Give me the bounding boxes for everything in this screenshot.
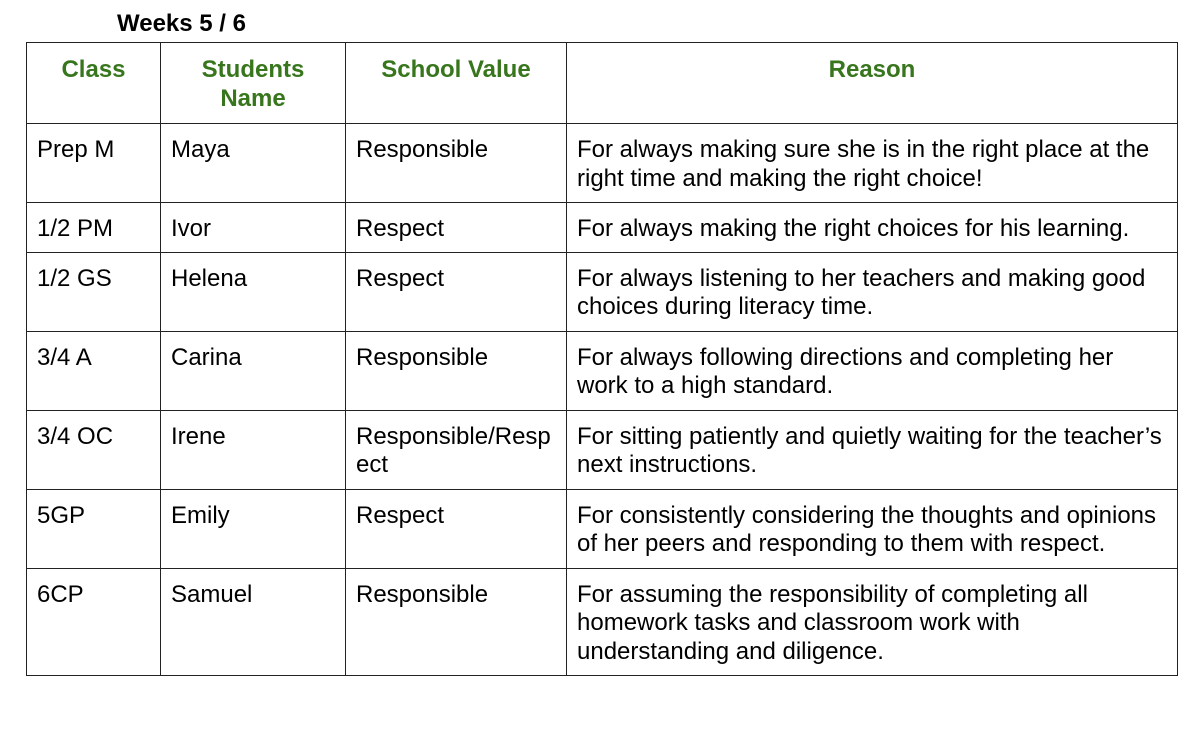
cell-value: Respect [346,203,567,253]
cell-class: 1/2 PM [27,203,161,253]
cell-student: Emily [161,489,346,568]
cell-class: 5GP [27,489,161,568]
page-title: Weeks 5 / 6 [117,10,246,37]
cell-value: Respect [346,252,567,331]
cell-value: Responsible [346,331,567,410]
cell-class: Prep M [27,124,161,203]
cell-value: Responsible/Respect [346,410,567,489]
cell-student: Samuel [161,568,346,676]
cell-value: Respect [346,489,567,568]
cell-reason: For always listening to her teachers and making good choices during literacy time. [567,252,1178,331]
cell-student: Irene [161,410,346,489]
cell-student: Maya [161,124,346,203]
student-awards-table [26,42,1178,676]
cell-class: 1/2 GS [27,252,161,331]
cell-value: Responsible [346,568,567,676]
cell-student: Carina [161,331,346,410]
cell-reason: For always making the right choices for his learning. [567,203,1178,253]
cell-student: Helena [161,252,346,331]
header-class: Class [27,43,161,124]
cell-reason: For sitting patiently and quietly waiting for the teacher’s next instructions. [567,410,1178,489]
table-row [27,489,1178,568]
table-row [27,203,1178,253]
cell-reason: For consistently considering the thoughts and opinions of her peers and responding to them with respect. [567,489,1178,568]
cell-reason: For assuming the responsibility of completing all homework tasks and classroom work with understanding and diligence. [567,568,1178,676]
cell-class: 3/4 A [27,331,161,410]
cell-student: Ivor [161,203,346,253]
cell-class: 3/4 OC [27,410,161,489]
cell-reason: For always making sure she is in the right place at the right time and making the right choice! [567,124,1178,203]
table-row [27,124,1178,203]
table-row [27,331,1178,410]
table-row [27,252,1178,331]
cell-value: Responsible [346,124,567,203]
header-school-value: School Value [346,43,567,124]
header-student-name: Students Name [161,43,346,124]
header-reason: Reason [567,43,1178,124]
table-row [27,410,1178,489]
cell-reason: For always following directions and completing her work to a high standard. [567,331,1178,410]
table-header-row [27,43,1178,124]
cell-class: 6CP [27,568,161,676]
table-row [27,568,1178,676]
